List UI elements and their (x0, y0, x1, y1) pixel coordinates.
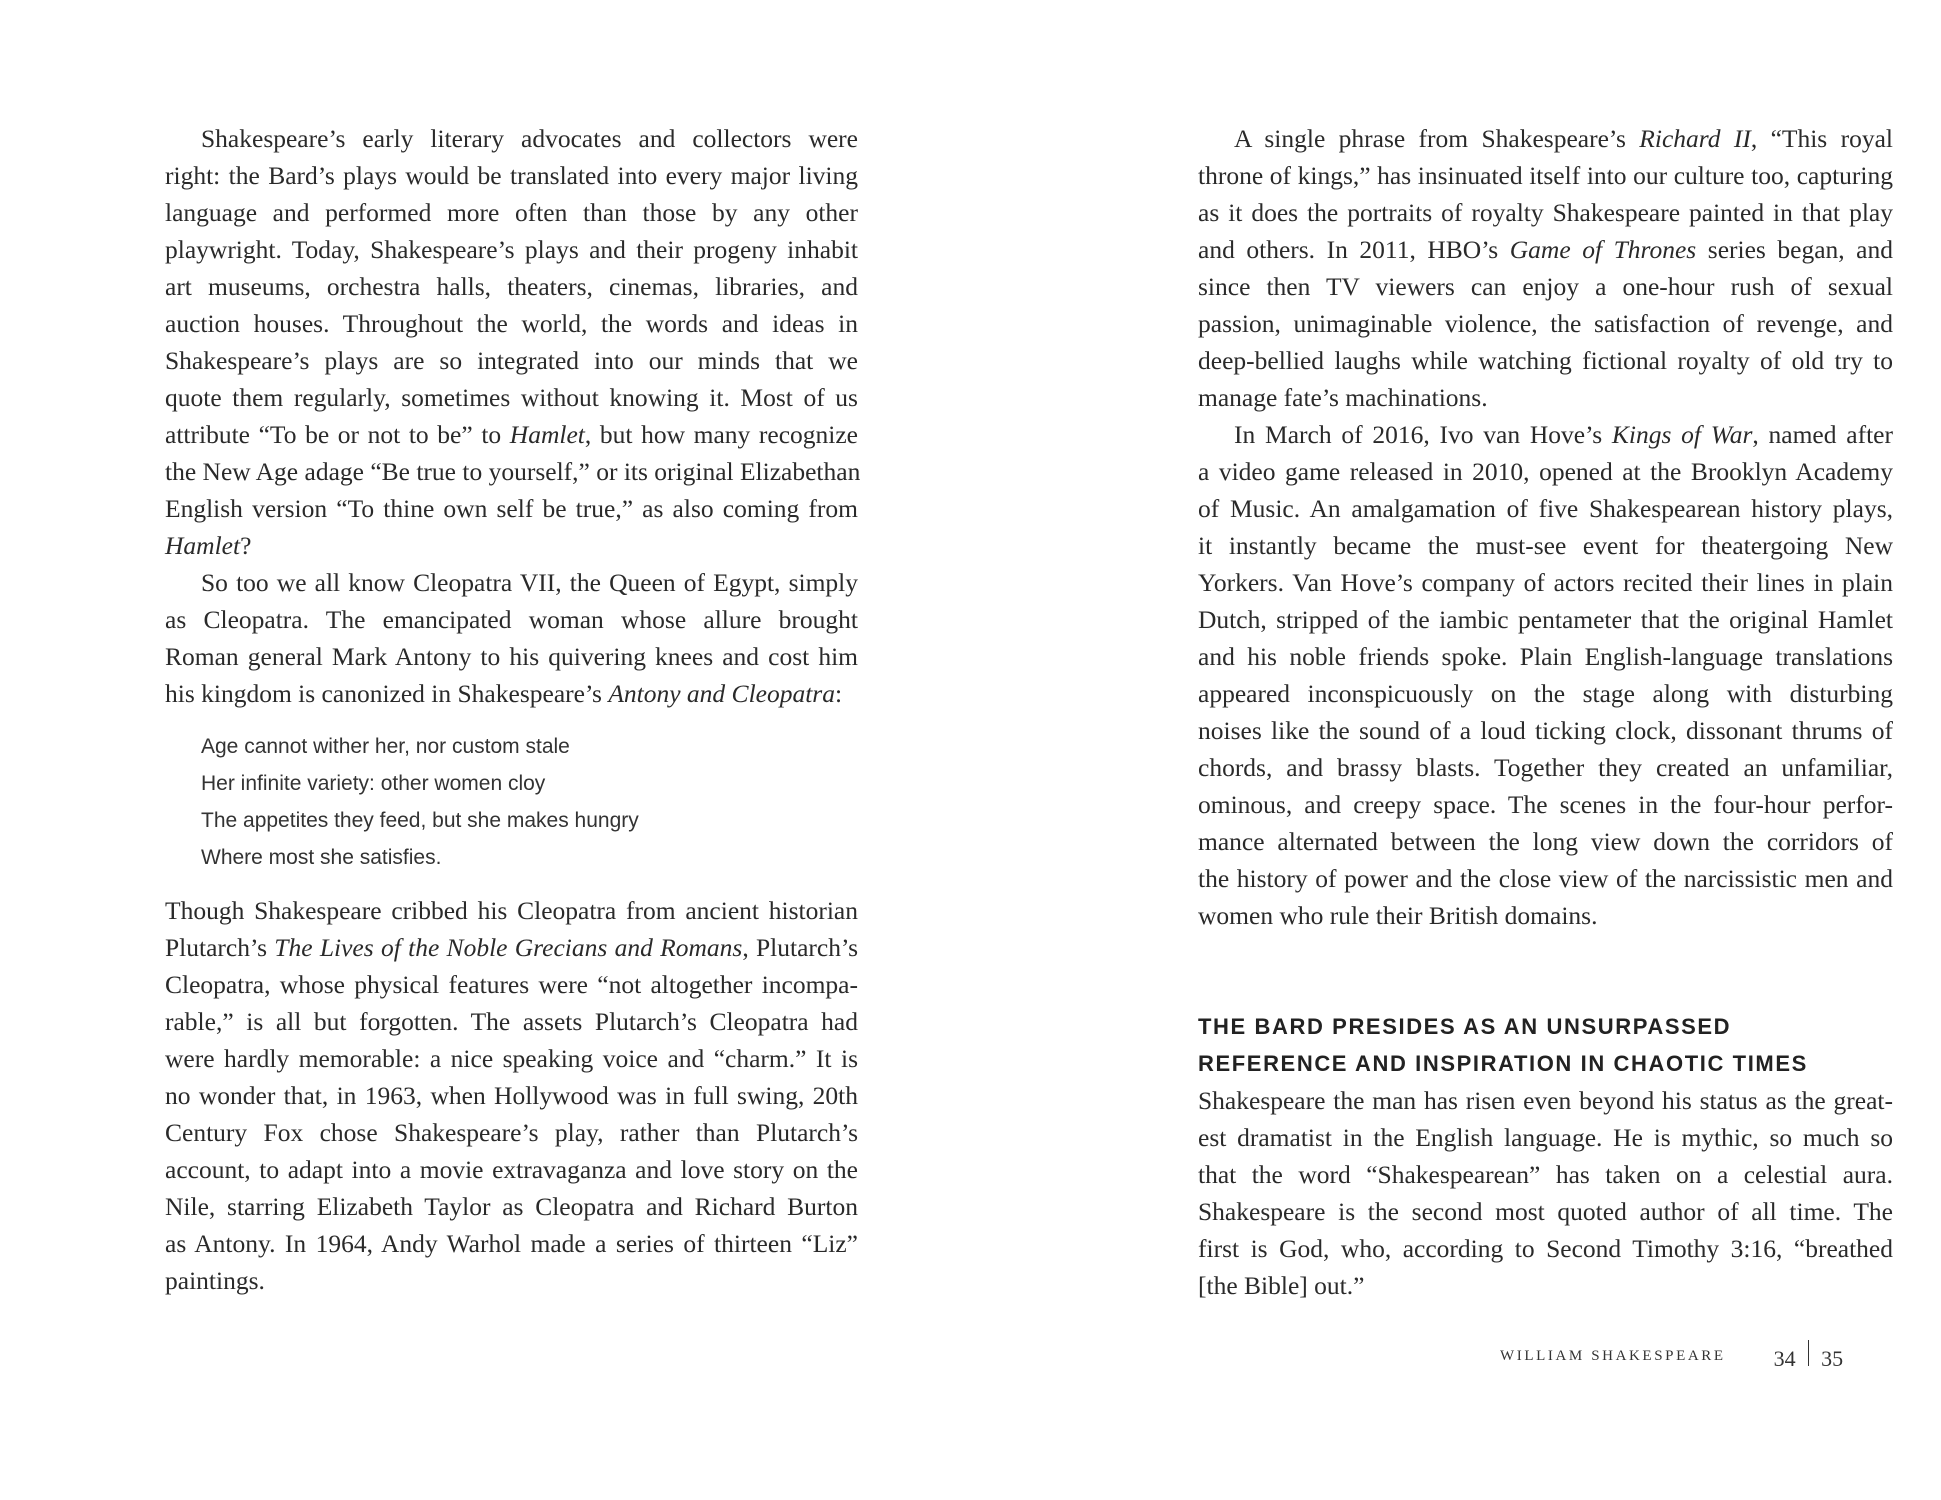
page-numbers (1774, 1340, 1844, 1372)
text-line: account, to adapt into a movie extravaganza and love story on the (165, 1155, 858, 1184)
text-line: A single phrase from Shakespeare’s Richard II, “This royal (1234, 124, 1893, 153)
text-line: Shakespeare is the second most quoted author of all time. The (1198, 1197, 1893, 1226)
text-line: attribute “To be or not to be” to Hamlet, but how many recognize (165, 420, 858, 449)
running-head: WILLIAM SHAKESPEARE (1500, 1347, 1726, 1364)
text-line: were hardly memorable: a nice speaking voice and “charm.” It is (165, 1044, 858, 1073)
text-line: auction houses. Throughout the world, the words and ideas in (165, 309, 858, 338)
text-line: and others. In 2011, HBO’s Game of Thrones series began, and (1198, 235, 1894, 264)
text-line: Shakespeare the man has risen even beyond his status as the great- (1198, 1086, 1893, 1115)
text-line: passion, unimaginable violence, the satisfaction of revenge, and (1198, 309, 1893, 338)
text-line: the history of power and the close view of the narcissistic men and (1198, 864, 1893, 893)
verse-line: Her infinite variety: other women cloy (201, 772, 546, 795)
verse-line: The appetites they feed, but she makes hungry (201, 809, 639, 832)
text-line: deep-bellied laughs while watching fictional royalty of old try to (1198, 346, 1893, 375)
text-line: English version “To thine own self be true,” as also coming from (165, 494, 858, 523)
text-line: playwright. Today, Shakespeare’s plays and their progeny inhabit (165, 235, 858, 264)
text-line: Nile, starring Elizabeth Taylor as Cleopatra and Richard Burton (165, 1192, 858, 1221)
section-heading (1198, 1008, 1893, 1082)
verse-quote (165, 728, 858, 876)
text-line: So too we all know Cleopatra VII, the Queen of Egypt, simply (201, 568, 858, 597)
page-footer (1500, 1340, 1843, 1372)
text-line: Yorkers. Van Hove’s company of actors recited their lines in plain (1198, 568, 1893, 597)
paragraph-mythic-bard (1198, 1082, 1893, 1304)
text-line: quote them regularly, sometimes without knowing it. Most of us (165, 383, 858, 412)
text-line: as it does the portraits of royalty Shakespeare painted in that play (1198, 198, 1893, 227)
paragraph-kings-of-war (1198, 416, 1893, 934)
paragraph-cleopatra (165, 564, 858, 712)
right-page-column (1198, 120, 1893, 1304)
text-line: appeared inconspicuously on the stage along with disturbing (1198, 679, 1893, 708)
text-line: ominous, and creepy space. The scenes in the four-hour perfor- (1198, 790, 1893, 819)
text-line: first is God, who, according to Second Timothy 3:16, “breathed (1198, 1234, 1893, 1263)
section-heading-line: REFERENCE AND INSPIRATION IN CHAOTIC TIMES (1198, 1051, 1808, 1076)
text-line: it instantly became the must-see event for theatergoing New (1198, 531, 1893, 560)
text-line: of Music. An amalgamation of five Shakespearean history plays, (1198, 494, 1893, 523)
text-line: Cleopatra, whose physical features were “not altogether incompa- (165, 970, 858, 999)
text-line: chords, and brassy blasts. Together they created an unfamiliar, (1198, 753, 1893, 782)
text-line: no wonder that, in 1963, when Hollywood was in full swing, 20th (165, 1081, 858, 1110)
paragraph-richard-ii (1198, 120, 1893, 416)
verse-line: Where most she satisfies. (201, 846, 442, 869)
text-line: throne of kings,” has insinuated itself into our culture too, capturing (1198, 161, 1893, 190)
text-line: language and performed more often than those by any other (165, 198, 858, 227)
text-line: a video game released in 2010, opened at the Brooklyn Academy (1198, 457, 1893, 486)
text-line: noises like the sound of a loud ticking clock, dissonant thrums of (1198, 716, 1893, 745)
text-line: Hamlet? (165, 531, 252, 560)
text-line: his kingdom is canonized in Shakespeare’s Antony and Cleopatra: (165, 679, 843, 708)
text-line: [the Bible] out.” (1198, 1271, 1365, 1300)
paragraph-early-advocates (165, 120, 861, 564)
text-line: the New Age adage “Be true to yourself,” or its original Elizabethan (165, 457, 861, 486)
text-line: women who rule their British domains. (1198, 901, 1598, 930)
verse-line: Age cannot wither her, nor custom stale (201, 735, 570, 758)
text-line: as Antony. In 1964, Andy Warhol made a series of thirteen “Liz” (165, 1229, 858, 1258)
text-line: est dramatist in the English language. He is mythic, so much so (1198, 1123, 1893, 1152)
text-line: and his noble friends spoke. Plain English-language translations (1198, 642, 1893, 671)
text-line: as Cleopatra. The emancipated woman whose allure brought (165, 605, 858, 634)
text-line: that the word “Shakespearean” has taken on a celestial aura. (1198, 1160, 1893, 1189)
text-line: Shakespeare’s plays are so integrated into our minds that we (165, 346, 858, 375)
text-line: art museums, orchestra halls, theaters, cinemas, libraries, and (165, 272, 858, 301)
text-line: right: the Bard’s plays would be translated into every major living (165, 161, 858, 190)
text-line: Century Fox chose Shakespeare’s play, rather than Plutarch’s (165, 1118, 858, 1147)
text-line: In March of 2016, Ivo van Hove’s Kings of War, named after (1234, 420, 1893, 449)
text-line: Dutch, stripped of the iambic pentameter that the original Hamlet (1198, 605, 1893, 634)
paragraph-plutarch (165, 892, 858, 1299)
text-line: mance alternated between the long view down the corridors of (1198, 827, 1893, 856)
left-page-column (165, 120, 861, 1299)
text-line: paintings. (165, 1266, 265, 1295)
text-line: Plutarch’s The Lives of the Noble Grecians and Romans, Plutarch’s (165, 933, 858, 962)
page-number-right: 35 (1821, 1346, 1844, 1371)
text-line: manage fate’s machinations. (1198, 383, 1488, 412)
text-line: since then TV viewers can enjoy a one-hour rush of sexual (1198, 272, 1893, 301)
page-number-left: 34 (1773, 1346, 1796, 1371)
folio-divider (1808, 1340, 1810, 1366)
text-line: Roman general Mark Antony to his quivering knees and cost him (165, 642, 858, 671)
section-heading-line: THE BARD PRESIDES AS AN UNSURPASSED (1198, 1014, 1732, 1039)
text-line: Shakespeare’s early literary advocates and collectors were (201, 124, 858, 153)
text-line: Though Shakespeare cribbed his Cleopatra from ancient historian (165, 896, 858, 925)
text-line: rable,” is all but forgotten. The assets Plutarch’s Cleopatra had (165, 1007, 858, 1036)
